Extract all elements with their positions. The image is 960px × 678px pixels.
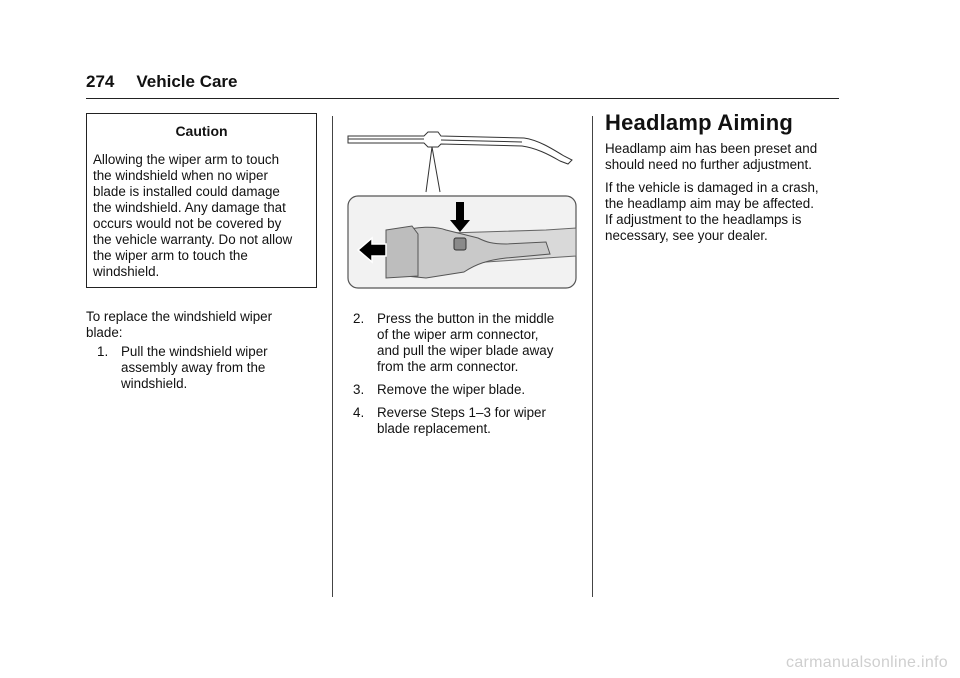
caution-line: the vehicle warranty. Do not allow bbox=[93, 232, 293, 247]
caution-line: Allowing the wiper arm to touch bbox=[93, 152, 280, 167]
release-button-icon bbox=[454, 238, 466, 250]
left-column bbox=[86, 309, 326, 392]
step-number: 4. bbox=[353, 405, 365, 420]
right-column bbox=[605, 141, 845, 244]
caution-line: the windshield. Any damage that bbox=[93, 200, 286, 215]
column-divider-1 bbox=[332, 116, 333, 597]
intro-paragraph bbox=[86, 309, 326, 341]
header-rule bbox=[86, 98, 839, 99]
caution-line: the wiper arm to touch the bbox=[93, 248, 248, 263]
caution-line: blade is installed could damage bbox=[93, 184, 280, 199]
step-line: Remove the wiper blade. bbox=[377, 382, 526, 397]
step-1 bbox=[97, 344, 326, 392]
caution-title: Caution bbox=[175, 123, 228, 139]
paragraph-line: necessary, see your dealer. bbox=[605, 228, 768, 243]
watermark: carmanualsonline.info bbox=[786, 654, 948, 671]
paragraph-line: If adjustment to the headlamps is bbox=[605, 212, 802, 227]
step-line: blade replacement. bbox=[377, 421, 491, 436]
caution-text bbox=[93, 152, 315, 280]
page-number: 274 bbox=[86, 72, 115, 91]
intro-line: To replace the windshield wiper bbox=[86, 309, 273, 324]
paragraph-line: Headlamp aim has been preset and bbox=[605, 141, 818, 156]
connector-detail bbox=[348, 196, 576, 288]
middle-column bbox=[353, 311, 589, 437]
paragraph bbox=[605, 141, 845, 173]
step-line: Reverse Steps 1–3 for wiper bbox=[377, 405, 546, 420]
column-divider-2 bbox=[592, 116, 593, 597]
step-line: Press the button in the middle bbox=[377, 311, 555, 326]
step-line: and pull the wiper blade away bbox=[377, 343, 554, 358]
page-header bbox=[86, 72, 238, 92]
caution-line: the windshield when no wiper bbox=[93, 168, 268, 183]
section-title: Vehicle Care bbox=[136, 72, 238, 91]
step-line: Pull the windshield wiper bbox=[121, 344, 268, 359]
section-heading: Headlamp Aiming bbox=[605, 110, 793, 135]
step-number: 3. bbox=[353, 382, 365, 397]
paragraph-line: If the vehicle is damaged in a crash, bbox=[605, 180, 819, 195]
step-3 bbox=[353, 382, 589, 398]
step-number: 1. bbox=[97, 344, 109, 359]
wiper-arm-drawing bbox=[348, 132, 572, 164]
step-line: windshield. bbox=[121, 376, 188, 391]
paragraph-line: should need no further adjustment. bbox=[605, 157, 812, 172]
paragraph-line: the headlamp aim may be affected. bbox=[605, 196, 814, 211]
step-line: assembly away from the bbox=[121, 360, 266, 375]
step-4 bbox=[353, 405, 589, 437]
caution-line: occurs would not be covered by bbox=[93, 216, 282, 231]
paragraph bbox=[605, 180, 845, 244]
wiper-illustration bbox=[346, 126, 580, 290]
step-number: 2. bbox=[353, 311, 365, 326]
step-2 bbox=[353, 311, 589, 375]
intro-line: blade: bbox=[86, 325, 123, 340]
callout-lines bbox=[426, 147, 440, 192]
caution-box bbox=[86, 113, 317, 288]
step-line: of the wiper arm connector, bbox=[377, 327, 539, 342]
caution-line: windshield. bbox=[93, 264, 160, 279]
step-line: from the arm connector. bbox=[377, 359, 519, 374]
